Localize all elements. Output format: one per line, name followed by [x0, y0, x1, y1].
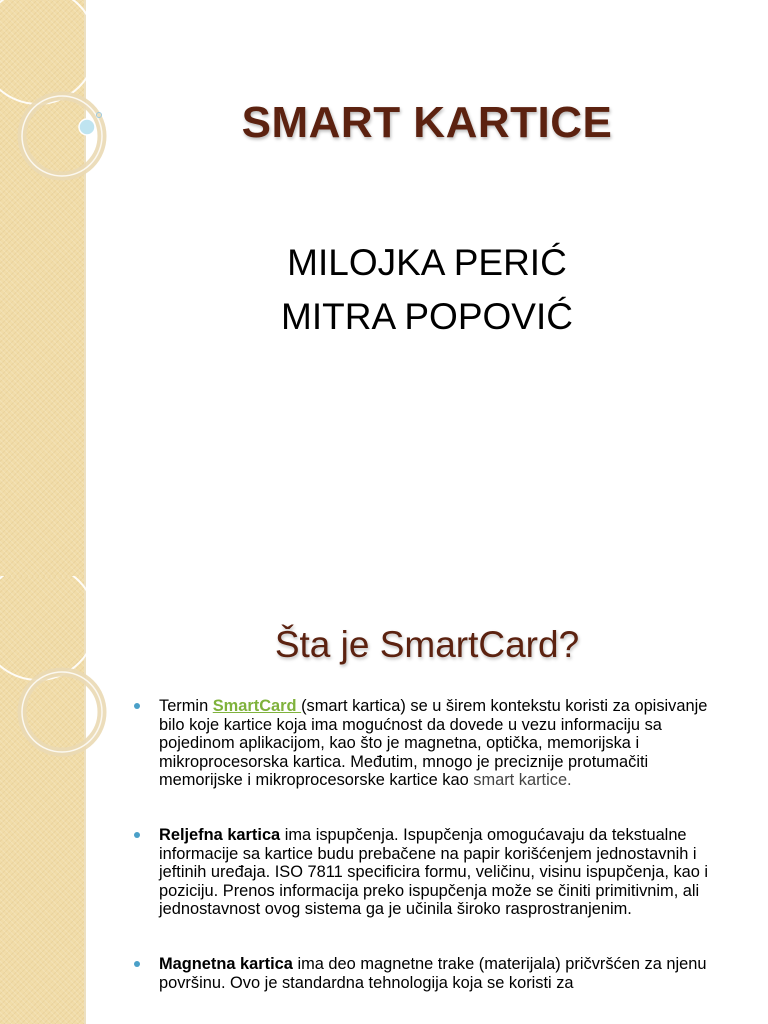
- bullet-term: Magnetna kartica: [159, 954, 293, 973]
- content-slide: [0, 576, 768, 1024]
- presentation-title: SMART KARTICE: [241, 98, 613, 147]
- bullet-text: (smart kartica) se u širem kontekstu koristi za opisivanje bilo koje kartice koja ima mogućnost da dovede u vezu informaciju sa pojedinom aplikacijom, kao što je magnetna, optička, memorijska i mikroprocesorska kartica. Međutim, mnogo je preciznije protumačiti memorijske i mikroprocesorske kartice kao: [159, 697, 708, 790]
- smartcard-link[interactable]: SmartCard: [212, 697, 302, 715]
- slide-title: Šta je SmartCard?: [274, 624, 580, 665]
- bullet-item: [132, 955, 732, 992]
- author-list: [86, 236, 768, 344]
- author-name: MITRA POPOVIĆ: [281, 296, 573, 337]
- bullet-item: [132, 697, 732, 790]
- bullet-text: ima deo magnetne trake (materijala) pričvršćen za njenu površinu. Ovo je standardna tehnologija koja se koristi za: [159, 954, 707, 992]
- bullet-term: Reljefna kartica: [159, 825, 281, 844]
- bullet-list: [132, 697, 732, 1024]
- bullet-text: Termin: [159, 697, 213, 715]
- author-name: MILOJKA PERIĆ: [287, 242, 567, 283]
- bullet-item: [132, 826, 732, 919]
- bullet-text: smart kartice.: [473, 771, 572, 790]
- bullet-text: ima ispupčenja. Ispupčenja omogućavaju da tekstualne informacije sa kartice budu prebačene na papir korišćenjem jednostavnih i jeftinih uređaja. ISO 7811 specificira formu, veličinu, visinu ispupčenja, kao i poziciju. Prenos informacija preko ispupčenja može se činiti primitivnim, ali jednostavnost ovog sistema ga je učinila široko rasprostranjenim.: [159, 825, 709, 919]
- decorative-circles: [0, 576, 120, 776]
